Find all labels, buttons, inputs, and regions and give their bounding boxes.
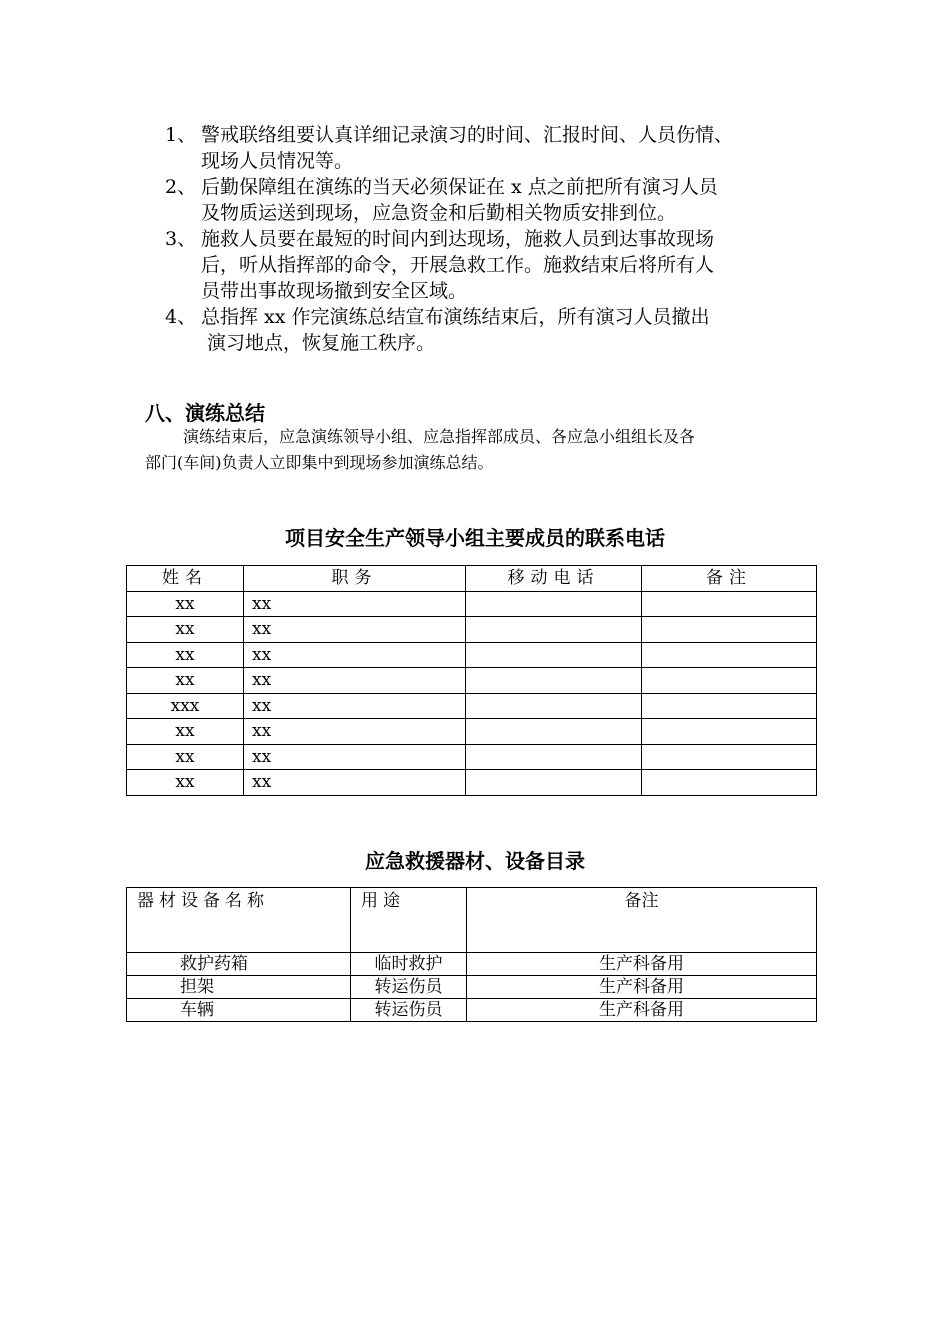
- cell-note: [642, 770, 817, 796]
- cell-phone: [466, 719, 642, 745]
- cell-use: 转运伤员: [351, 999, 467, 1022]
- procedure-list: [165, 122, 845, 356]
- equipment-table-title: 应急救援器材、设备目录: [365, 849, 585, 873]
- body-line: 演练结束后，应急演练领导小组、应急指挥部成员、各应急小组组长及各: [183, 427, 696, 446]
- list-item: [165, 304, 845, 356]
- cell-equipment-name: 车辆: [127, 999, 351, 1022]
- contacts-table: [126, 565, 817, 796]
- section-body: [145, 424, 815, 476]
- cell-name: xx: [127, 770, 244, 796]
- list-text: 总指挥 xx 作完演练总结宣布演练结束后，所有演习人员撤出: [201, 306, 710, 328]
- cell-phone: [466, 668, 642, 694]
- header-equipment-name: 器材设备名称: [127, 888, 351, 953]
- list-item: [165, 174, 845, 226]
- header-note: 备注: [642, 566, 817, 592]
- table-row: [127, 617, 817, 643]
- cell-phone: [466, 617, 642, 643]
- cell-name: xx: [127, 719, 244, 745]
- list-number: 1、: [165, 124, 197, 146]
- cell-note: [642, 642, 817, 668]
- header-name: 姓名: [127, 566, 244, 592]
- contacts-table-title: 项目安全生产领导小组主要成员的联系电话: [285, 526, 665, 550]
- list-number: 4、: [165, 306, 197, 328]
- cell-role: xx: [244, 770, 466, 796]
- cell-role: xx: [244, 642, 466, 668]
- header-note: 备注: [467, 888, 817, 953]
- cell-note: [642, 591, 817, 617]
- list-number: 2、: [165, 176, 197, 198]
- table-row: [127, 719, 817, 745]
- list-text: 施救人员要在最短的时间内到达现场，施救人员到达事故现场: [201, 228, 715, 250]
- cell-role: xx: [244, 719, 466, 745]
- table-header-row: [127, 888, 817, 953]
- list-text: 及物质运送到现场，应急资金和后勤相关物质安排到位。: [201, 202, 677, 224]
- header-phone: 移动电话: [466, 566, 642, 592]
- cell-note: [642, 693, 817, 719]
- table-row: [127, 668, 817, 694]
- cell-equipment-name: 担架: [127, 976, 351, 999]
- cell-name: xx: [127, 668, 244, 694]
- cell-phone: [466, 770, 642, 796]
- cell-role: xx: [244, 617, 466, 643]
- list-text: 演习地点，恢复施工秩序。: [201, 332, 436, 354]
- cell-role: xx: [244, 693, 466, 719]
- cell-name: xx: [127, 744, 244, 770]
- cell-note: [642, 668, 817, 694]
- cell-note: [642, 744, 817, 770]
- list-item: [165, 122, 845, 174]
- cell-note: 生产科备用: [467, 999, 817, 1022]
- list-text: 警戒联络组要认真详细记录演习的时间、汇报时间、人员伤情、: [201, 124, 734, 146]
- cell-note: 生产科备用: [467, 953, 817, 976]
- header-role: 职务: [244, 566, 466, 592]
- body-line: 部门(车间)负责人立即集中到现场参加演练总结。: [145, 453, 494, 472]
- cell-phone: [466, 642, 642, 668]
- cell-name: xx: [127, 591, 244, 617]
- table-row: [127, 693, 817, 719]
- cell-phone: [466, 744, 642, 770]
- equipment-table: [126, 887, 817, 1022]
- table-row: [127, 953, 817, 976]
- cell-phone: [466, 693, 642, 719]
- header-use: 用途: [351, 888, 467, 953]
- cell-role: xx: [244, 591, 466, 617]
- list-text: 现场人员情况等。: [201, 150, 354, 172]
- cell-note: 生产科备用: [467, 976, 817, 999]
- cell-name: xxx: [127, 693, 244, 719]
- cell-phone: [466, 591, 642, 617]
- table-row: [127, 770, 817, 796]
- cell-note: [642, 617, 817, 643]
- cell-note: [642, 719, 817, 745]
- cell-equipment-name: 救护药箱: [127, 953, 351, 976]
- list-text: 员带出事故现场撤到安全区域。: [201, 280, 468, 302]
- table-row: [127, 976, 817, 999]
- cell-role: xx: [244, 744, 466, 770]
- table-header-row: [127, 566, 817, 592]
- table-row: [127, 591, 817, 617]
- table-row: [127, 999, 817, 1022]
- section-heading: 八、演练总结: [145, 401, 265, 425]
- list-text: 后，听从指挥部的命令，开展急救工作。施救结束后将所有人: [201, 254, 715, 276]
- cell-use: 临时救护: [351, 953, 467, 976]
- cell-name: xx: [127, 617, 244, 643]
- table-row: [127, 744, 817, 770]
- cell-name: xx: [127, 642, 244, 668]
- cell-use: 转运伤员: [351, 976, 467, 999]
- cell-role: xx: [244, 668, 466, 694]
- table-row: [127, 642, 817, 668]
- list-item: [165, 226, 845, 304]
- list-text: 后勤保障组在演练的当天必须保证在 x 点之前把所有演习人员: [201, 176, 718, 198]
- list-number: 3、: [165, 228, 197, 250]
